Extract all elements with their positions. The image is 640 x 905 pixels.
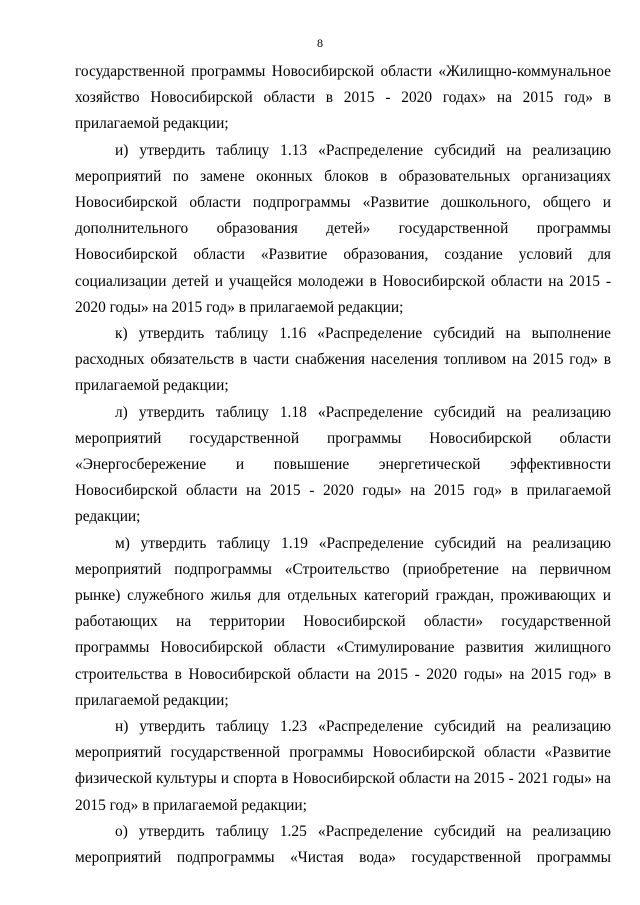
paragraph-item-k: к) утвердить таблицу 1.16 «Распределение субсидий на выполнение расходных обязательств в части снабжения населения топливом на 2015 год» в прилагаемой редакции; bbox=[75, 325, 611, 395]
paragraph-item-n: н) утвердить таблицу 1.23 «Распределение субсидий на реализацию мероприятий государственной программы Новосибирской области «Развитие физической культуры и спорта в Новосибирской области на 2015 - 2021 годы» на 2015 год» в прилагаемой редакции; bbox=[75, 718, 611, 814]
paragraph-item-o: о) утвердить таблицу 1.25 «Распределение субсидий на реализацию мероприятий подпрограммы «Чистая вода» государственной программы bbox=[75, 822, 611, 867]
paragraph-item-l: л) утвердить таблицу 1.18 «Распределение субсидий на реализацию мероприятий государственной программы Новосибирской области «Энергосбережение и повышение энергетической эффективности Новосибирской области на 2015 - 2020 годы» на 2015 год» в прилагаемой редакции; bbox=[75, 403, 611, 526]
paragraph-continuation: государственной программы Новосибирской области «Жилищно-коммунальное хозяйство Новосибирской области в 2015 - 2020 годах» на 2015 год» в прилагаемой редакции; bbox=[75, 63, 611, 133]
page-number: 8 bbox=[317, 36, 323, 50]
paragraph-item-m: м) утвердить таблицу 1.19 «Распределение субсидий на реализацию мероприятий подпрограммы «Строительство (приобретение на первичном рынке) служебного жилья для отдельных категорий граждан, проживающих и работающих на территории Новосибирской области» государственной программы Новосибирской области «Стимулирование развития жилищного строительства в Новосибирской области на 2015 - 2020 годы» на 2015 год» в прилагаемой редакции; bbox=[75, 534, 611, 709]
paragraph-item-i: и) утвердить таблицу 1.13 «Распределение субсидий на реализацию мероприятий по замене оконных блоков в образовательных организациях Новосибирской области подпрограммы «Развитие дошкольного, общего и дополнительного образования детей» государственной программы Новосибирской области «Развитие образования, создание условий для социализации детей и учащейся молодежи в Новосибирской области на 2015 - 2020 годы» на 2015 год» в прилагаемой редакции; bbox=[75, 141, 611, 316]
document-body bbox=[75, 59, 611, 871]
